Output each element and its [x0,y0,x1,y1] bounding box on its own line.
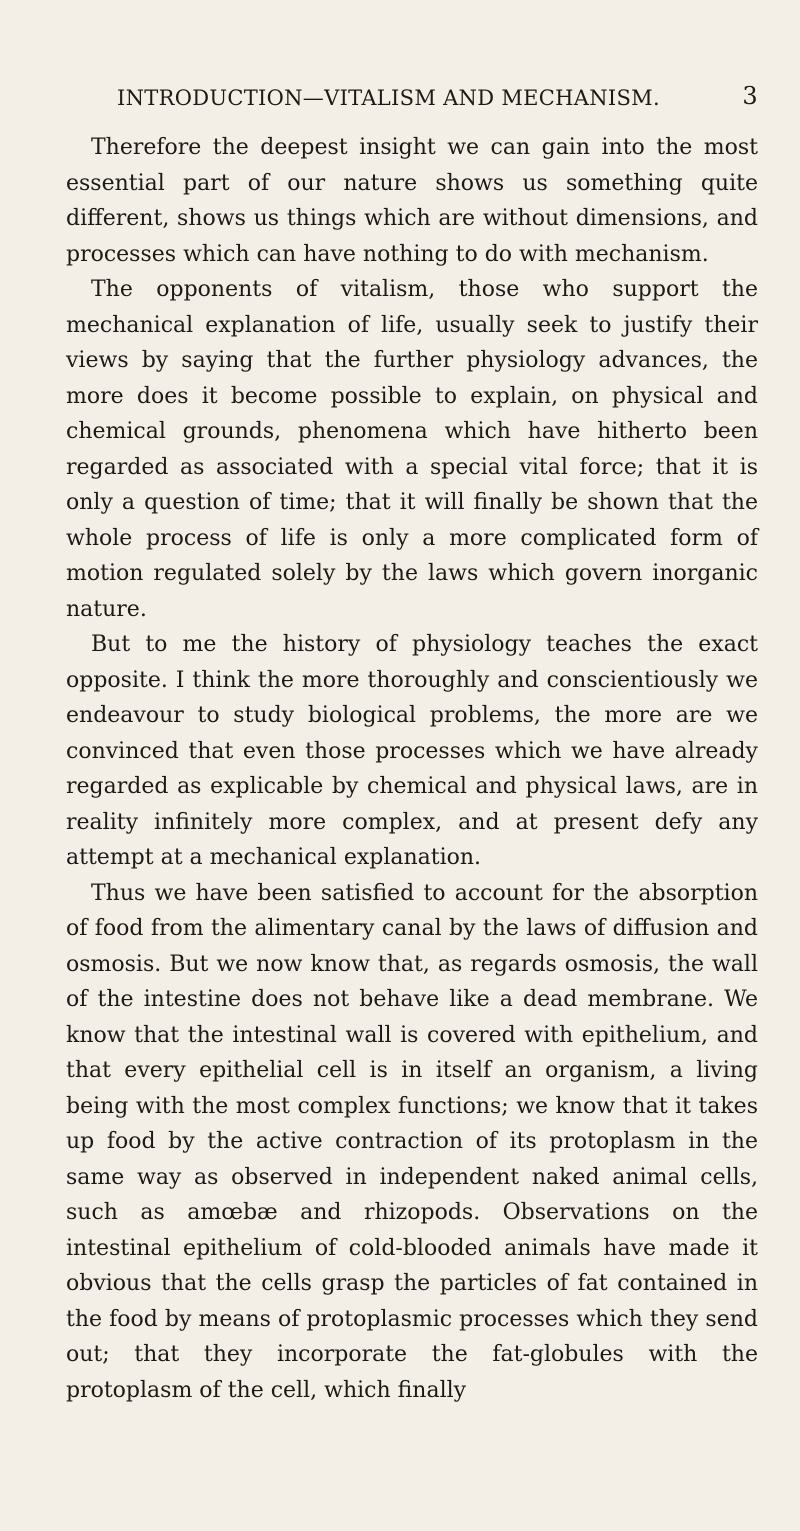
paragraph-mechanism-opponents: The opponents of vitalism, those who support the mechanical explanation of life, usually seek to justify their views by saying that the further physiology advances, the more does it become possible to explain, on physical and chemical grounds, phenomena which have hitherto been regarded as associated with a special vital force; that it is only a question of time; that it will finally be shown that the whole process of life is only a more complicated form of motion regulated solely by the laws which govern inorganic nature. [66,277,758,622]
running-title: INTRODUCTION—VITALISM AND MECHANISM. [117,86,660,110]
book-page [0,68,800,1531]
paragraph-intestinal-absorption: Thus we have been satisfied to account for the absorption of food from the alimentary canal by the laws of diffusion and osmosis. But we now know that, as regards osmosis, the wall of the intestine does not behave like a dead membrane. We know that the intestinal wall is covered with epithelium, and that every epithelial cell is in itself an organism, a living being with the most complex functions; we know that it takes up food by the active contraction of its protoplasm in the same way as observed in independent naked animal cells, such as amœbæ and rhizopods. Observations on the intestinal epithelium of cold-blooded animals have made it obvious that the cells grasp the particles of fat contained in the food by means of protoplasmic processes which they send out; that they incorporate the fat-globules with the protoplasm of the cell, which finally [66,880,758,1403]
body-text [66,130,758,1408]
page-number: 3 [742,82,758,110]
paragraph-history-of-physiology: But to me the history of physiology teaches the exact opposite. I think the more thoroughly and conscientiously we endeavour to study biological problems, the more are we convinced that even those processes which we have already regarded as explicable by chemical and physical laws, are in reality infinitely more complex, and at present defy any attempt at a mechanical explanation. [66,632,758,870]
running-head [66,68,758,112]
paragraph-vitalism-insight: Therefore the deepest insight we can gain into the most essential part of our nature shows us something quite different, shows us things which are without dimensions, and processes which can have nothing to do with mechanism. [66,135,758,267]
